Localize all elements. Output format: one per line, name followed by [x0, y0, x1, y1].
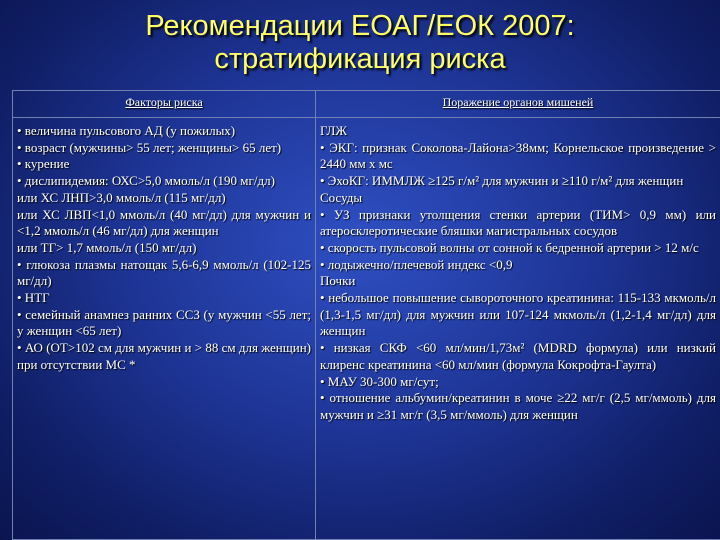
organ-damage-item: • низкая СКФ <60 мл/мин/1,73м² (MDRD формула) или низкий клиренс креатинина <60 мл/мин (формула Кокрофта-Гаулта) — [320, 340, 716, 372]
section-heading-lvh: ГЛЖ — [320, 123, 348, 138]
organ-damage-item: • отношение альбумин/креатинин в моче ≥22 мг/г (2,5 мг/ммоль) для мужчин и ≥31 мг/г (3,5 мг/ммоль) для женщин — [320, 390, 716, 422]
organ-damage-item: • МАУ 30-300 мг/сут; — [320, 373, 439, 389]
organ-damage-item: • скорость пульсовой волны от сонной к бедренной артерии > 12 м/с — [320, 239, 699, 255]
risk-factor-item: • семейный анамнез ранних ССЗ (у мужчин <55 лет; у женщин <65 лет) — [17, 306, 311, 339]
risk-factor-item: или ТГ> 1,7 ммоль/л (150 мг/дл) — [17, 239, 197, 255]
section-heading-kidneys: Почки — [320, 273, 356, 289]
header-target-organ-damage: Поражение органов мишеней — [316, 91, 720, 118]
risk-factor-item: • возраст (мужчины> 55 лет; женщины> 65 лет) — [17, 139, 282, 155]
organ-damage-item: • ЭКГ: признак Соколова-Лайона>38мм; Корнельское произведение > 2440 мм х мс — [320, 139, 716, 172]
slide-title — [0, 10, 720, 76]
risk-factor-item: или ХС ЛВП<1,0 ммоль/л (40 мг/дл) для мужчин и <1,2 ммоль/л (46 мг/дл) для женщин — [17, 206, 311, 239]
risk-factor-item: • курение — [17, 156, 70, 172]
target-organ-damage-cell — [316, 118, 720, 540]
slide-title-line-1: Рекомендации ЕОАГ/ЕОК 2007: — [145, 10, 575, 42]
risk-factors-cell — [13, 118, 316, 540]
risk-factor-item: • АО (ОТ>102 см для мужчин и > 88 см для женщин) при отсутствии МС * — [17, 340, 311, 372]
header-risk-factors: Факторы риска — [13, 91, 316, 118]
table-body-row — [13, 118, 720, 540]
section-heading-vessels: Сосуды — [320, 189, 363, 205]
slide-title-line-2: стратификация риска — [214, 43, 506, 75]
risk-stratification-table — [12, 90, 720, 540]
risk-factor-item: • величина пульсового АД (у пожилых) — [17, 123, 236, 138]
risk-factor-item: • глюкоза плазмы натощак 5,6-6,9 ммоль/л (102-125 мг/дл) — [17, 256, 311, 289]
risk-factor-item: • дислипидемия: ОХС>5,0 ммоль/л (190 мг/дл) — [17, 173, 275, 189]
table-header-row — [13, 91, 720, 118]
organ-damage-item: • небольшое повышение сывороточного креатинина: 115-133 мкмоль/л (1,3-1,5 мг/дл) для мужчин или 107-124 мкмоль/л (1,2-1,4 мг/дл) для женщин — [320, 290, 716, 339]
risk-factor-item: или ХС ЛНП>3,0 ммоль/л (115 мг/дл) — [17, 189, 226, 205]
risk-factor-item: • НТГ — [17, 290, 50, 306]
organ-damage-item: • УЗ признаки утолщения стенки артерии (ТИМ> 0,9 мм) или атеросклеротические бляшки магистральных сосудов — [320, 206, 716, 239]
organ-damage-item: • ЭхоКГ: ИММЛЖ ≥125 г/м² для мужчин и ≥110 г/м² для женщин — [320, 173, 684, 189]
organ-damage-item: • лодыжечно/плечевой индекс <0,9 — [320, 256, 513, 272]
